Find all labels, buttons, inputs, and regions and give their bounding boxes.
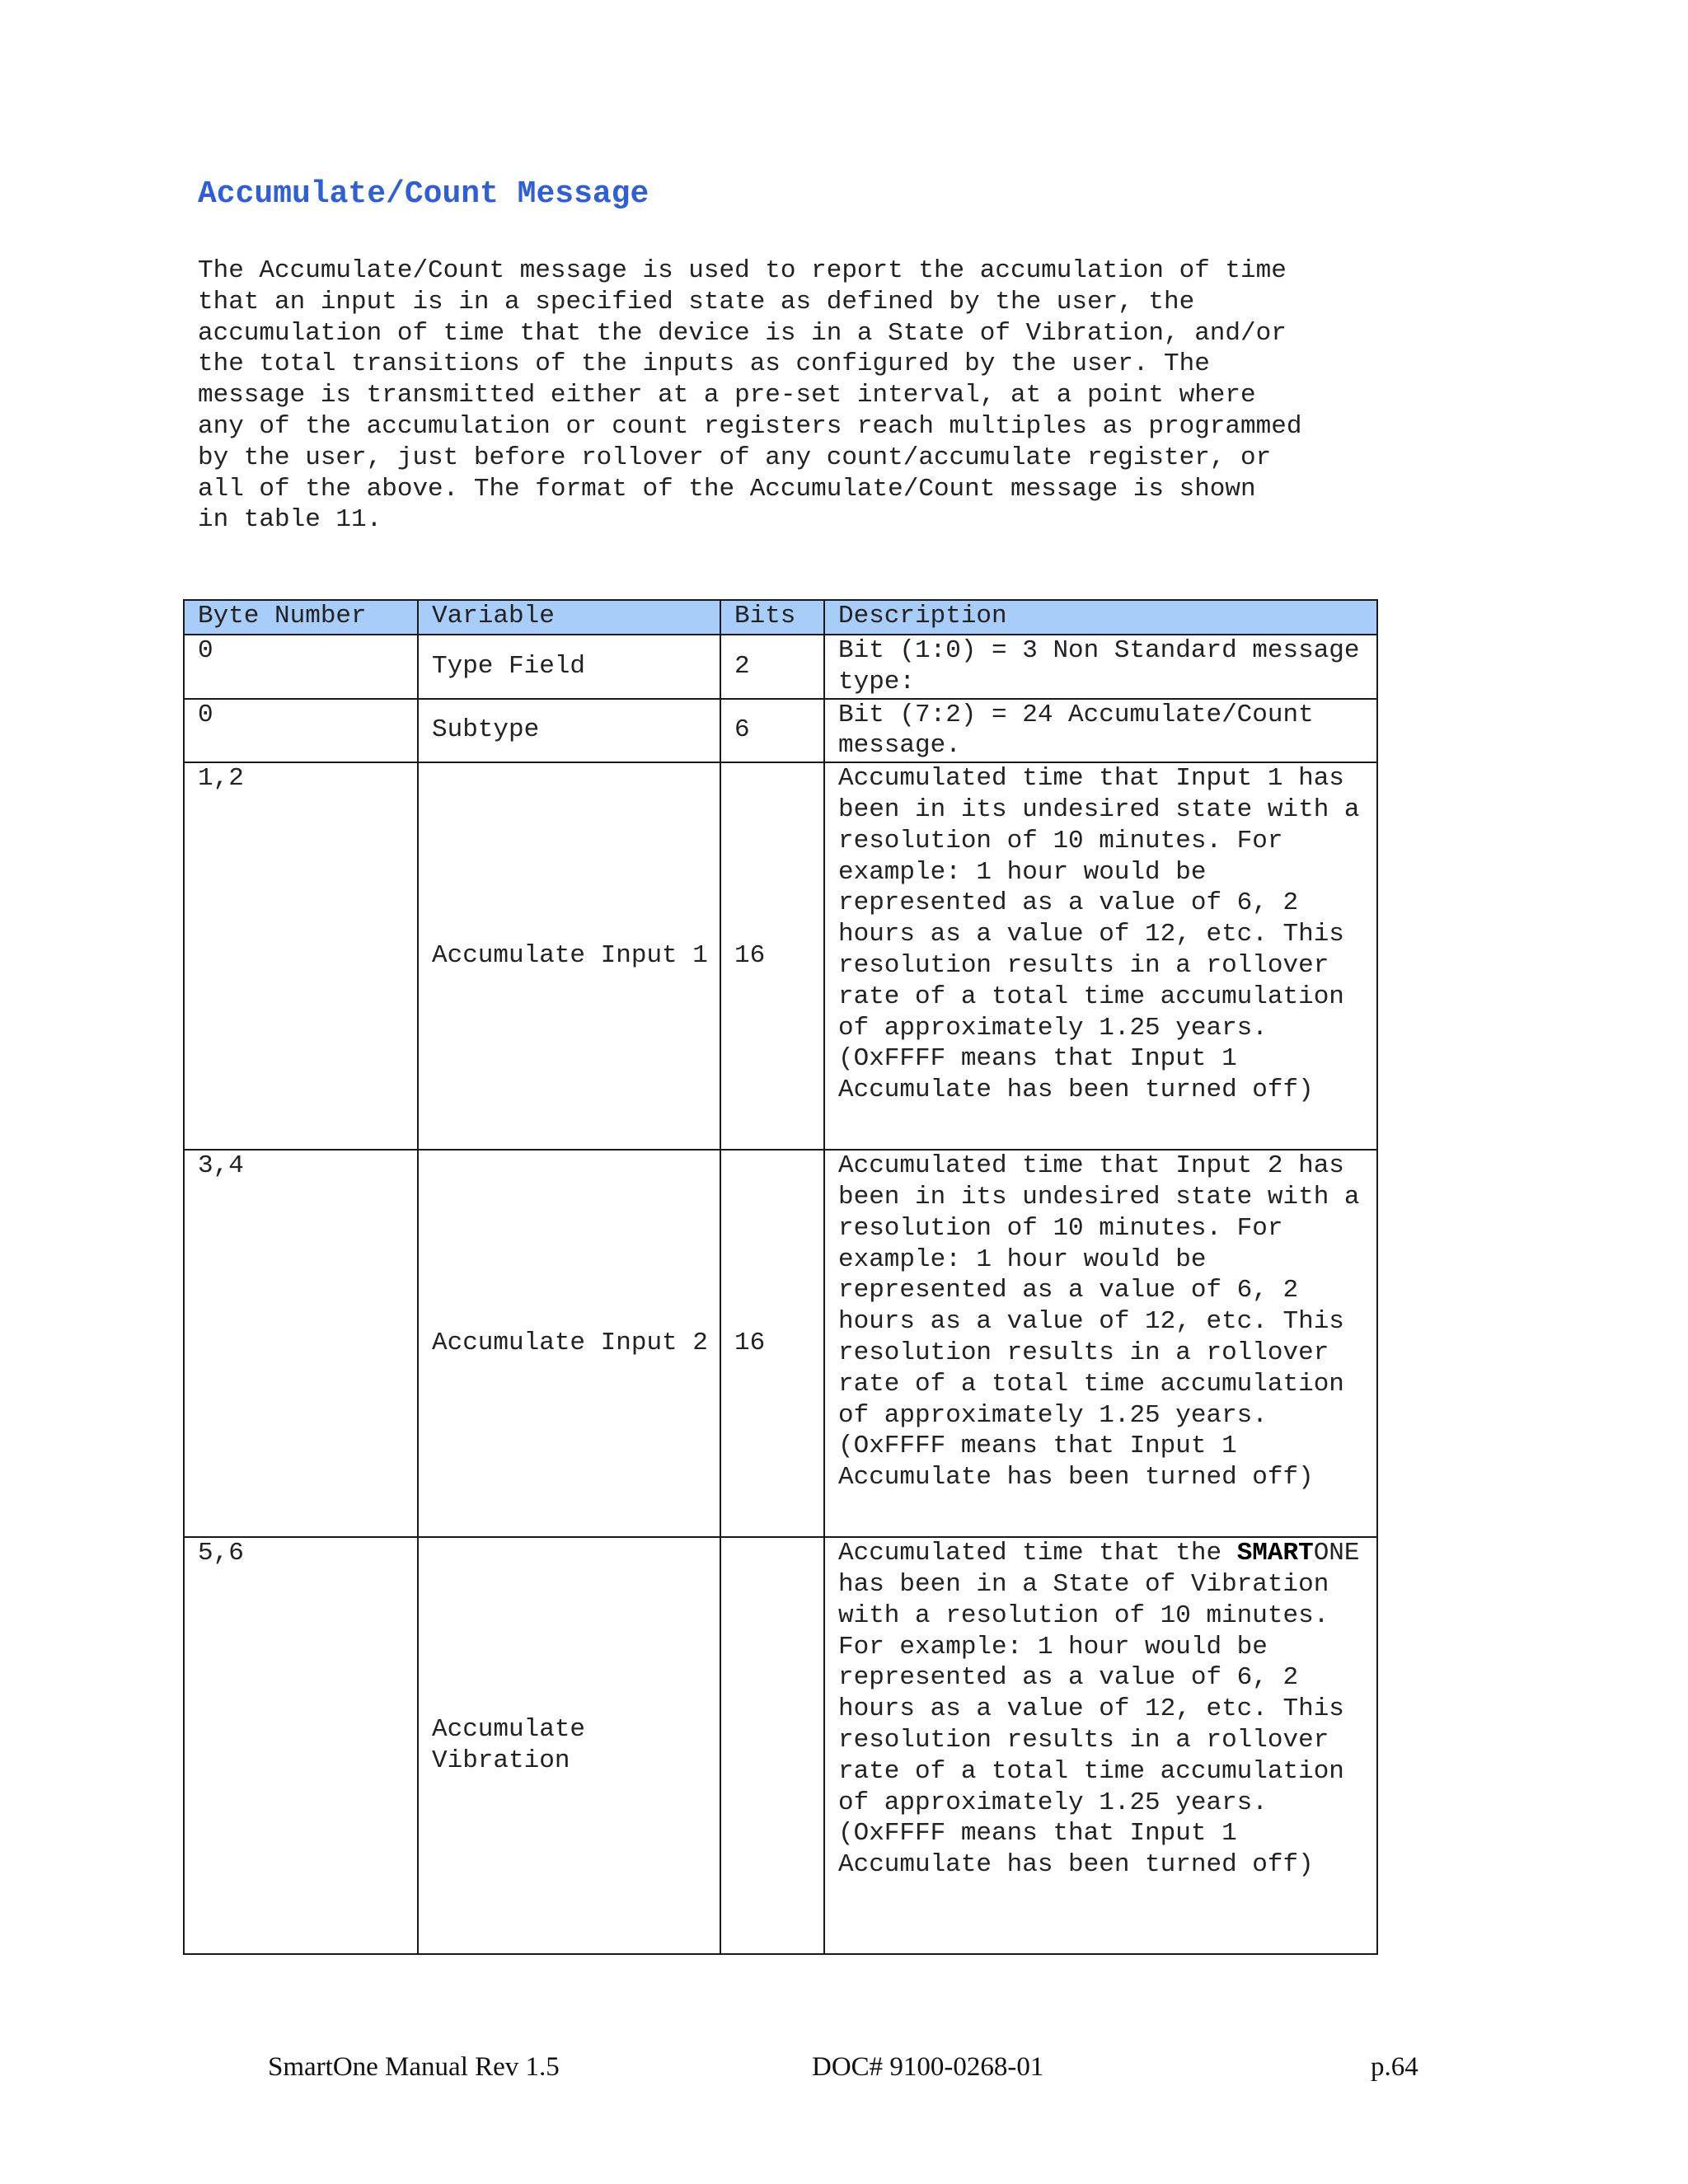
table-row bbox=[184, 699, 1377, 763]
message-format-table bbox=[183, 599, 1378, 1955]
cell-variable: Type Field bbox=[418, 635, 720, 699]
intro-line: accumulation of time that the device is in a State of Vibration, and/or bbox=[198, 318, 1287, 348]
header-variable: Variable bbox=[418, 600, 720, 635]
description-text: has been in a State of Vibration with a resolution of 10 minutes. For example: 1 hour would be represented as a value of 6, 2 hours as a value of 12, etc. This resolution results in a rollover rate of a total time accumulation of approximately 1.25 years. (OxFFFF means that Input 1 Accumulate has been turned off) bbox=[838, 1569, 1344, 1880]
cell-variable: Accumulate Input 1 bbox=[418, 762, 720, 1150]
section-heading: Accumulate/Count Message bbox=[198, 176, 649, 212]
cell-byte: 5,6 bbox=[184, 1537, 418, 1954]
cell-description: Bit (7:2) = 24 Accumulate/Count message. bbox=[824, 699, 1377, 763]
cell-bits: 6 bbox=[720, 699, 824, 763]
header-byte-number: Byte Number bbox=[184, 600, 418, 635]
brand-name-rest: ONE bbox=[1313, 1539, 1360, 1568]
intro-line: The Accumulate/Count message is used to report the accumulation of time bbox=[198, 256, 1287, 285]
cell-description bbox=[824, 1537, 1377, 1954]
cell-bits: 16 bbox=[720, 762, 824, 1150]
intro-line: all of the above. The format of the Accumulate/Count message is shown bbox=[198, 474, 1256, 504]
footer-page-number: p.64 bbox=[1371, 2052, 1418, 2082]
cell-variable: Accumulate Vibration bbox=[418, 1537, 720, 1954]
intro-line: in table 11. bbox=[198, 505, 382, 535]
intro-line: the total transitions of the inputs as configured by the user. The bbox=[198, 349, 1210, 379]
cell-variable: Accumulate Input 2 bbox=[418, 1150, 720, 1537]
intro-paragraph bbox=[198, 255, 1434, 536]
intro-line: any of the accumulation or count registers reach multiples as programmed bbox=[198, 411, 1302, 441]
intro-line: by the user, just before rollover of any count/accumulate register, or bbox=[198, 443, 1272, 472]
table-row bbox=[184, 1537, 1377, 1954]
cell-byte: 1,2 bbox=[184, 762, 418, 1150]
cell-byte: 0 bbox=[184, 699, 418, 763]
header-description: Description bbox=[824, 600, 1377, 635]
table-header-row bbox=[184, 600, 1377, 635]
cell-description: Accumulated time that Input 1 has been in its undesired state with a resolution of 10 minutes. For example: 1 hour would be represented as a value of 6, 2 hours as a value of 12, etc. This resolution results in a rollover rate of a total time accumulation of approximately 1.25 years. (OxFFFF means that Input 1 Accumulate has been turned off) bbox=[824, 762, 1377, 1150]
cell-bits: 16 bbox=[720, 1150, 824, 1537]
footer-manual-title: SmartOne Manual Rev 1.5 bbox=[268, 2052, 560, 2082]
cell-byte: 0 bbox=[184, 635, 418, 699]
cell-byte: 3,4 bbox=[184, 1150, 418, 1537]
footer-doc-number: DOC# 9100-0268-01 bbox=[812, 2052, 1044, 2082]
intro-line: message is transmitted either at a pre-set interval, at a point where bbox=[198, 381, 1256, 410]
table-row bbox=[184, 1150, 1377, 1537]
cell-description: Bit (1:0) = 3 Non Standard message type: bbox=[824, 635, 1377, 699]
intro-line: that an input is in a specified state as defined by the user, the bbox=[198, 287, 1195, 316]
header-bits: Bits bbox=[720, 600, 824, 635]
brand-name-bold: SMART bbox=[1236, 1539, 1314, 1568]
cell-description: Accumulated time that Input 2 has been in its undesired state with a resolution of 10 minutes. For example: 1 hour would be represented as a value of 6, 2 hours as a value of 12, etc. This resolution results in a rollover rate of a total time accumulation of approximately 1.25 years. (OxFFFF means that Input 1 Accumulate has been turned off) bbox=[824, 1150, 1377, 1537]
cell-variable: Subtype bbox=[418, 699, 720, 763]
cell-bits: 2 bbox=[720, 635, 824, 699]
cell-bits bbox=[720, 1537, 824, 1954]
table-row bbox=[184, 762, 1377, 1150]
description-text: Accumulated time that the bbox=[838, 1539, 1237, 1568]
table-row bbox=[184, 635, 1377, 699]
